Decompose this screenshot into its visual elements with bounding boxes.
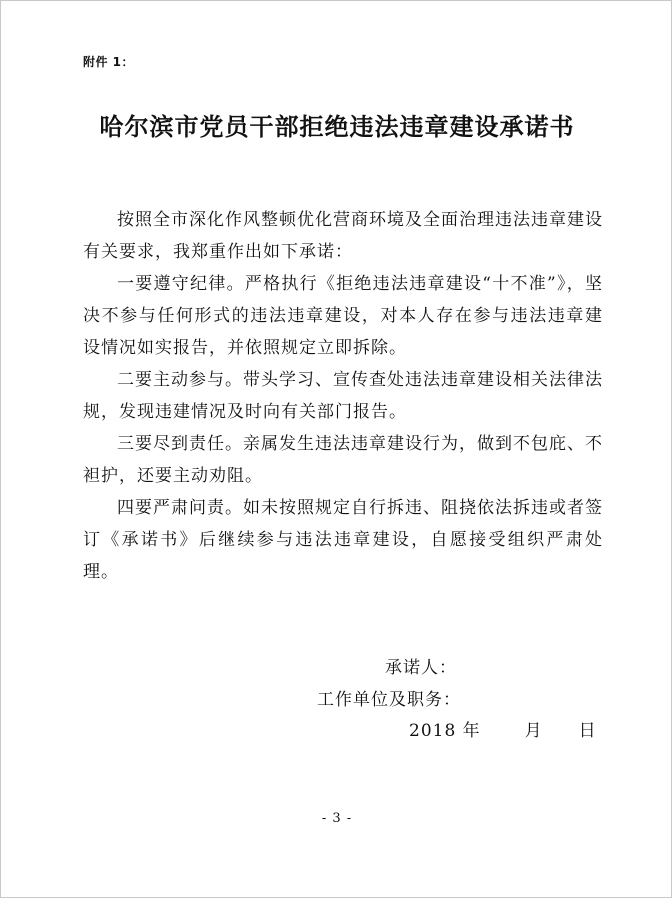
pledge-item-3: 三要尽到责任。亲属发生违法违章建设行为，做到不包庇、不袒护，还要主动劝阻。 — [83, 434, 603, 486]
document-title: 哈尔滨市党员干部拒绝违法违章建设承诺书 — [99, 112, 575, 141]
date-line — [409, 716, 597, 741]
date-day-unit: 日 — [578, 721, 597, 741]
date-year-unit: 年 — [462, 721, 481, 741]
pledge-item-1: 一要遵守纪律。严格执行《拒绝违法违章建设“十不准”》，坚决不参与任何形式的违法违章建设，对本人存在参与违法违章建设情况如实报告，并依照规定立即拆除。 — [83, 274, 603, 358]
pledge-item-4: 四要严肃问责。如未按照规定自行拆违、阻挠依法拆违或者签订《承诺书》后继续参与违法违章建设，自愿接受组织严肃处理。 — [83, 498, 603, 582]
pledger-label: 承诺人： — [385, 658, 457, 678]
date-year: 2018 — [409, 721, 457, 741]
page-number: - 3 - — [321, 811, 353, 826]
attachment-label: 附件 1： — [83, 55, 135, 69]
pledge-body — [83, 204, 603, 588]
work-unit-label: 工作单位及职务： — [317, 690, 461, 710]
date-month-unit: 月 — [524, 721, 543, 741]
pledge-item-2: 二要主动参与。带头学习、宣传查处违法违章建设相关法律法规，发现违建情况及时向有关部门报告。 — [83, 370, 603, 422]
intro-paragraph: 按照全市深化作风整顿优化营商环境及全面治理违法违章建设有关要求，我郑重作出如下承诺： — [83, 210, 603, 262]
